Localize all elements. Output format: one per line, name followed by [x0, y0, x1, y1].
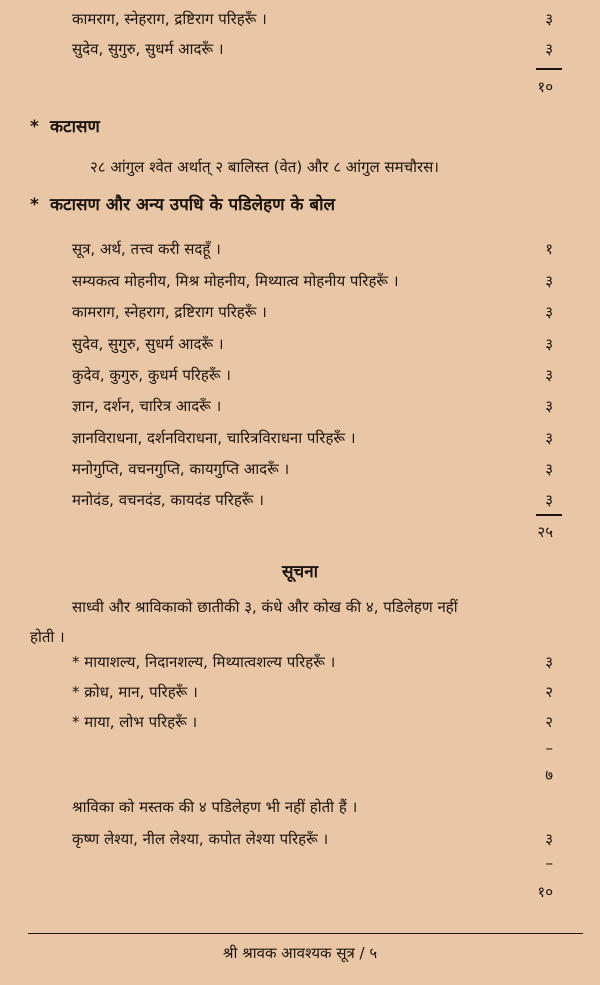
- list-item-count: २: [545, 683, 553, 701]
- list-item-text: कामराग, स्नेहराग, द्रष्टिराग परिहरूँ ।: [72, 303, 267, 321]
- list-item-text: ज्ञान, दर्शन, चारित्र आदरूँ ।: [72, 397, 222, 415]
- list-item-count: ३: [545, 335, 553, 353]
- list-item-text: मनोदंड, वचनदंड, कायदंड परिहरूँ ।: [72, 491, 264, 509]
- heading-text: कटासण और अन्य उपधि के पडिलेहण के बोल: [50, 195, 336, 215]
- suchna-note-line2: होती ।: [30, 628, 65, 646]
- total-row: [0, 72, 600, 102]
- suchna-subtotal: ७: [545, 766, 553, 784]
- list-item-count: ३: [545, 653, 553, 671]
- sum-dash: –: [545, 739, 553, 757]
- sum-dash: –: [545, 854, 553, 872]
- list-item-count: ३: [545, 830, 553, 848]
- heading-text: कटासण: [50, 117, 100, 137]
- list-item: [0, 266, 600, 296]
- list-item-text: सूत्र, अर्थ, तत्त्व करी सदहूँ ।: [72, 240, 221, 258]
- total-rule: [536, 68, 562, 70]
- list-item: [0, 391, 600, 421]
- list-item-text: मनोगुप्ति, वचनगुप्ति, कायगुप्ति आदरूँ ।: [72, 460, 290, 478]
- total-row: [0, 877, 600, 907]
- top-total: १०: [537, 78, 553, 96]
- list-item-count: ३: [545, 429, 553, 447]
- list-item-count: ३: [545, 366, 553, 384]
- list-item-count: ३: [545, 303, 553, 321]
- list-item-text: कामराग, स्नेहराग, द्रष्टिराग परिहरूँ ।: [72, 10, 267, 28]
- total-rule: [536, 514, 562, 516]
- list-item-count: १: [545, 240, 553, 258]
- section-heading-suchna: सूचना: [281, 562, 319, 582]
- list-item-text: कृष्ण लेश्या, नील लेश्या, कपोत लेश्या परिहरूँ ।: [72, 830, 329, 848]
- list-item-text: सुदेव, सुगुरु, सुधर्म आदरूँ ।: [72, 40, 224, 58]
- list-item-text: * मायाशल्य, निदानशल्य, मिथ्यात्वशल्य परिहरूँ ।: [72, 653, 336, 671]
- list-item: [0, 297, 600, 327]
- list-item-count: ३: [545, 272, 553, 290]
- list-item: [0, 677, 600, 707]
- list-item-count: ३: [545, 460, 553, 478]
- list-item: [0, 423, 600, 453]
- list-item-count: ३: [545, 491, 553, 509]
- list-item: [0, 329, 600, 359]
- list-item: [0, 647, 600, 677]
- list-item: [0, 4, 600, 34]
- suchna-note2: श्राविका को मस्तक की ४ पडिलेहण भी नहीं होती हैं ।: [72, 798, 358, 816]
- bullet-star-icon: *: [30, 117, 39, 137]
- list-item: [0, 454, 600, 484]
- bullet-star-icon: *: [30, 195, 39, 215]
- total-row: [0, 517, 600, 547]
- section-heading-bol: [30, 190, 335, 220]
- suchna-note-line1: साध्वी और श्राविकाको छातीकी ३, कंधे और कोख की ४, पडिलेहण नहीं: [72, 598, 458, 616]
- list-item-text: ज्ञानविराधना, दर्शनविराधना, चारित्रविराधना परिहरूँ ।: [72, 429, 356, 447]
- footer-rule: [28, 933, 583, 934]
- suchna-total: १०: [537, 883, 553, 901]
- list-item: [0, 34, 600, 64]
- section-heading-katasan: [30, 112, 100, 142]
- list-item: [0, 707, 600, 737]
- list-item: [0, 824, 600, 854]
- bol-total: २५: [537, 523, 553, 541]
- katasan-description: २८ आंगुल श्वेत अर्थात् २ बालिस्त (वेत) और ८ आंगुल समचौरस।: [90, 158, 439, 176]
- list-item-count: ३: [545, 397, 553, 415]
- list-item-text: सुदेव, सुगुरु, सुधर्म आदरूँ ।: [72, 335, 224, 353]
- list-item-count: ३: [545, 10, 553, 28]
- list-item-count: २: [545, 713, 553, 731]
- total-row: [0, 760, 600, 790]
- list-item-count: ३: [545, 40, 553, 58]
- list-item-text: सम्यकत्व मोहनीय, मिश्र मोहनीय, मिथ्यात्व मोहनीय परिहरूँ ।: [72, 272, 399, 290]
- list-item: [0, 485, 600, 515]
- list-item: [0, 360, 600, 390]
- list-item: [0, 234, 600, 264]
- list-item-text: कुदेव, कुगुरु, कुधर्म परिहरूँ ।: [72, 366, 231, 384]
- list-item-text: * क्रोध, मान, परिहरूँ ।: [72, 683, 198, 701]
- page-footer: श्री श्रावक आवश्यक सूत्र / ५: [222, 944, 378, 962]
- list-item-text: * माया, लोभ परिहरूँ ।: [72, 713, 198, 731]
